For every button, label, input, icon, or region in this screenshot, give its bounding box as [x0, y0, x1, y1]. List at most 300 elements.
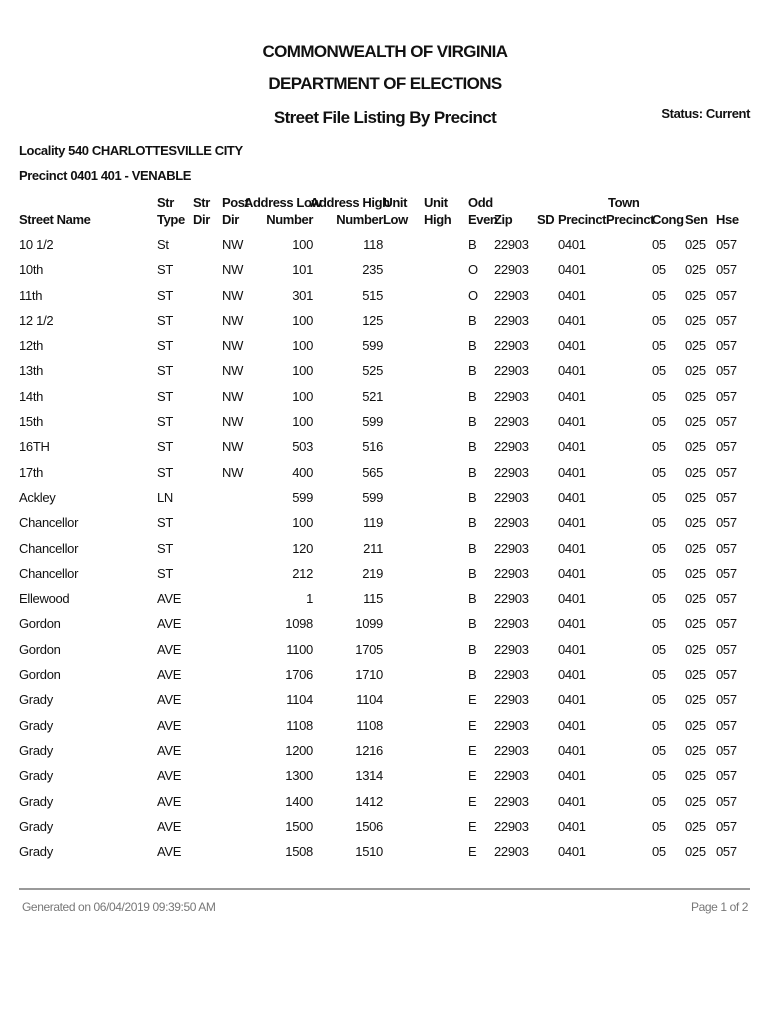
cell-street-name: 17th [19, 464, 44, 480]
cell-str-type: AVE [157, 742, 182, 758]
table-row [0, 359, 770, 384]
cell-hse: 057 [716, 540, 737, 556]
cell-address-high: 1108 [356, 717, 383, 733]
cell-str-type: AVE [157, 692, 182, 708]
cell-street-name: 10 1/2 [19, 237, 54, 252]
cell-street-name: Chancellor [19, 565, 79, 581]
cell-address-high: 1104 [356, 692, 383, 708]
cell-zip: 22903 [494, 363, 529, 379]
cell-cong: 05 [652, 489, 666, 505]
cell-cong: 05 [652, 540, 666, 556]
generated-timestamp: Generated on 06/04/2019 09:39:50 AM [22, 900, 216, 914]
cell-odd-even: B [468, 591, 477, 607]
header-str-dir-line1: Str [193, 195, 210, 210]
cell-odd-even: B [468, 540, 477, 556]
cell-hse: 057 [716, 742, 737, 758]
cell-street-name: Grady [19, 717, 53, 733]
header-address-low-line2: Number [266, 212, 313, 227]
cell-street-name: 12 1/2 [19, 312, 54, 328]
cell-zip: 22903 [494, 489, 529, 505]
cell-street-name: Ackley [19, 489, 56, 505]
cell-str-type: AVE [157, 667, 182, 683]
cell-hse: 057 [716, 768, 737, 784]
cell-address-low: 1500 [285, 818, 313, 834]
cell-odd-even: O [468, 262, 478, 278]
cell-odd-even: B [468, 338, 477, 354]
cell-precinct: 0401 [558, 338, 586, 354]
cell-zip: 22903 [494, 818, 529, 834]
cell-address-high: 235 [362, 262, 383, 278]
cell-sen: 025 [685, 818, 706, 834]
cell-street-name: 13th [19, 363, 44, 379]
cell-hse: 057 [716, 388, 737, 404]
cell-street-name: Chancellor [19, 515, 79, 531]
cell-precinct: 0401 [558, 388, 586, 404]
cell-street-name: Gordon [19, 616, 61, 632]
header-post-dir-line2: Dir [222, 212, 239, 227]
cell-address-high: 599 [362, 489, 383, 505]
cell-odd-even: B [468, 464, 477, 480]
header-str-dir-line2: Dir [193, 212, 210, 227]
cell-post-dir: NW [222, 312, 244, 328]
cell-address-high: 118 [363, 237, 383, 252]
header-unit-low-line1: Unit [383, 195, 407, 210]
cell-odd-even: E [468, 768, 477, 784]
locality-label: Locality 540 CHARLOTTESVILLE CITY [19, 143, 243, 158]
cell-address-low: 1 [306, 591, 313, 607]
cell-address-low: 100 [292, 515, 313, 531]
cell-address-low: 100 [292, 237, 313, 252]
cell-odd-even: B [468, 312, 477, 328]
cell-address-high: 1099 [355, 616, 383, 632]
cell-address-low: 503 [292, 439, 313, 455]
cell-hse: 057 [716, 591, 737, 607]
cell-precinct: 0401 [558, 616, 586, 632]
cell-cong: 05 [652, 515, 666, 531]
cell-address-high: 211 [363, 540, 383, 556]
table-row [0, 840, 770, 865]
cell-post-dir: NW [222, 287, 244, 303]
cell-odd-even: B [468, 237, 477, 252]
cell-odd-even: E [468, 793, 477, 809]
cell-odd-even: B [468, 616, 477, 632]
cell-sen: 025 [685, 692, 706, 708]
cell-hse: 057 [716, 844, 737, 860]
cell-str-type: ST [157, 363, 174, 379]
cell-street-name: 16TH [19, 439, 50, 455]
cell-str-type: ST [157, 464, 174, 480]
header-odd-even-line2: Even [468, 212, 498, 227]
cell-hse: 057 [716, 312, 737, 328]
footer-divider [19, 888, 750, 890]
cell-zip: 22903 [494, 692, 529, 708]
header-str-type-line2: Type [157, 212, 185, 227]
cell-address-low: 100 [292, 388, 313, 404]
cell-address-high: 125 [362, 312, 383, 328]
cell-address-high: 1510 [355, 844, 383, 860]
cell-odd-even: E [468, 742, 477, 758]
cell-sen: 025 [685, 616, 706, 632]
cell-address-high: 115 [363, 591, 383, 607]
cell-sen: 025 [685, 667, 706, 683]
header-precinct: Precinct [558, 212, 607, 227]
cell-address-low: 1108 [286, 717, 313, 733]
cell-hse: 057 [716, 667, 737, 683]
cell-cong: 05 [652, 616, 666, 632]
header-hse: Hse [716, 212, 739, 227]
cell-zip: 22903 [494, 641, 529, 657]
cell-hse: 057 [716, 363, 737, 379]
cell-precinct: 0401 [558, 515, 586, 531]
header-str-dir [193, 194, 210, 228]
header-street-name: Street Name [19, 212, 91, 227]
cell-zip: 22903 [494, 262, 529, 278]
table-row [0, 790, 770, 815]
cell-sen: 025 [685, 414, 706, 430]
header-address-high [310, 194, 390, 228]
cell-address-low: 100 [292, 414, 313, 430]
table-row [0, 537, 770, 562]
cell-odd-even: B [468, 565, 477, 581]
cell-odd-even: B [468, 489, 477, 505]
cell-odd-even: B [468, 515, 477, 531]
cell-precinct: 0401 [558, 414, 586, 430]
cell-address-high: 525 [362, 363, 383, 379]
cell-str-type: ST [157, 262, 174, 278]
cell-address-low: 301 [292, 287, 313, 303]
cell-odd-even: E [468, 844, 477, 860]
cell-cong: 05 [652, 464, 666, 480]
table-row [0, 461, 770, 486]
cell-precinct: 0401 [558, 540, 586, 556]
header-unit-high-line2: High [424, 212, 452, 227]
cell-street-name: Grady [19, 793, 53, 809]
cell-address-high: 1705 [355, 641, 383, 657]
header-town-precinct-line1: Town [608, 195, 640, 210]
cell-odd-even: B [468, 388, 477, 404]
cell-hse: 057 [716, 641, 737, 657]
cell-sen: 025 [685, 464, 706, 480]
cell-address-low: 1706 [285, 667, 313, 683]
header-address-low-line1: Address Low [244, 195, 322, 210]
cell-zip: 22903 [494, 717, 529, 733]
cell-address-low: 1400 [285, 793, 313, 809]
cell-str-type: LN [157, 489, 174, 505]
cell-zip: 22903 [494, 540, 529, 556]
report-title-line-2: DEPARTMENT OF ELECTIONS [268, 74, 502, 93]
header-address-low [244, 194, 322, 228]
cell-zip: 22903 [494, 742, 529, 758]
cell-odd-even: E [468, 692, 477, 708]
cell-address-low: 100 [292, 338, 313, 354]
header-str-type-line1: Str [157, 195, 174, 210]
table-row [0, 739, 770, 764]
cell-address-low: 212 [292, 565, 313, 581]
cell-street-name: Ellewood [19, 591, 70, 607]
cell-street-name: Grady [19, 742, 53, 758]
header-address-high-line2: Number [336, 212, 383, 227]
cell-str-type: AVE [157, 616, 182, 632]
table-row [0, 385, 770, 410]
cell-hse: 057 [716, 692, 737, 708]
cell-address-low: 101 [292, 262, 313, 278]
header-odd-even-line1: Odd [468, 195, 493, 210]
cell-precinct: 0401 [558, 565, 586, 581]
cell-odd-even: B [468, 439, 477, 455]
cell-address-high: 599 [362, 338, 383, 354]
cell-zip: 22903 [494, 312, 529, 328]
cell-sen: 025 [685, 489, 706, 505]
cell-zip: 22903 [494, 667, 529, 683]
cell-zip: 22903 [494, 287, 529, 303]
cell-sen: 025 [685, 262, 706, 278]
cell-precinct: 0401 [558, 489, 586, 505]
cell-address-low: 400 [292, 464, 313, 480]
cell-sen: 025 [685, 717, 706, 733]
cell-hse: 057 [716, 464, 737, 480]
cell-address-low: 120 [292, 540, 313, 556]
table-row [0, 714, 770, 739]
header-sen: Sen [685, 212, 708, 227]
cell-sen: 025 [685, 768, 706, 784]
cell-address-high: 1216 [355, 742, 383, 758]
header-unit-low [383, 194, 407, 228]
cell-hse: 057 [716, 262, 737, 278]
cell-precinct: 0401 [558, 312, 586, 328]
cell-cong: 05 [652, 667, 666, 683]
cell-precinct: 0401 [558, 287, 586, 303]
cell-sen: 025 [685, 844, 706, 860]
cell-street-name: Grady [19, 692, 53, 708]
cell-odd-even: O [468, 287, 478, 303]
cell-cong: 05 [652, 565, 666, 581]
cell-sen: 025 [685, 312, 706, 328]
table-row [0, 562, 770, 587]
cell-precinct: 0401 [558, 667, 586, 683]
cell-precinct: 0401 [558, 844, 586, 860]
report-title-line-3: Street File Listing By Precinct [273, 108, 497, 127]
cell-address-low: 1100 [286, 641, 313, 657]
cell-cong: 05 [652, 768, 666, 784]
cell-precinct: 0401 [558, 363, 586, 379]
cell-hse: 057 [716, 515, 737, 531]
cell-str-type: AVE [157, 591, 182, 607]
cell-precinct: 0401 [558, 641, 586, 657]
cell-street-name: Grady [19, 768, 53, 784]
cell-cong: 05 [652, 818, 666, 834]
cell-precinct: 0401 [558, 591, 586, 607]
cell-post-dir: NW [222, 338, 244, 354]
table-row [0, 309, 770, 334]
cell-odd-even: B [468, 414, 477, 430]
cell-str-type: AVE [157, 641, 182, 657]
cell-hse: 057 [716, 489, 737, 505]
cell-address-low: 1200 [285, 742, 313, 758]
cell-precinct: 0401 [558, 262, 586, 278]
cell-address-high: 1506 [355, 818, 383, 834]
cell-street-name: 11th [19, 287, 43, 303]
cell-hse: 057 [716, 616, 737, 632]
cell-sen: 025 [685, 540, 706, 556]
cell-str-type: ST [157, 439, 174, 455]
cell-cong: 05 [652, 641, 666, 657]
header-town-precinct-line2: Precinct [606, 212, 655, 227]
cell-post-dir: NW [222, 439, 244, 455]
cell-str-type: ST [157, 540, 174, 556]
cell-cong: 05 [652, 692, 666, 708]
cell-str-type: ST [157, 414, 174, 430]
cell-address-high: 1314 [355, 768, 383, 784]
cell-str-type: AVE [157, 717, 182, 733]
cell-zip: 22903 [494, 414, 529, 430]
cell-cong: 05 [652, 793, 666, 809]
cell-str-type: AVE [157, 818, 182, 834]
cell-address-high: 515 [362, 287, 383, 303]
cell-post-dir: NW [222, 363, 244, 379]
cell-street-name: Gordon [19, 667, 61, 683]
cell-sen: 025 [685, 641, 706, 657]
cell-hse: 057 [716, 793, 737, 809]
cell-sen: 025 [685, 439, 706, 455]
cell-post-dir: NW [222, 464, 244, 480]
cell-str-type: AVE [157, 844, 182, 860]
table-row [0, 233, 770, 258]
cell-zip: 22903 [494, 464, 529, 480]
cell-str-type: ST [157, 565, 174, 581]
table-row [0, 815, 770, 840]
cell-address-high: 516 [362, 439, 383, 455]
cell-address-low: 1300 [285, 768, 313, 784]
table-row [0, 663, 770, 688]
table-row [0, 612, 770, 637]
cell-cong: 05 [652, 237, 666, 252]
cell-address-low: 100 [292, 312, 313, 328]
cell-sen: 025 [685, 793, 706, 809]
header-unit-low-line2: Low [383, 212, 408, 227]
cell-zip: 22903 [494, 768, 529, 784]
cell-precinct: 0401 [558, 464, 586, 480]
cell-cong: 05 [652, 439, 666, 455]
cell-str-type: AVE [157, 793, 182, 809]
cell-zip: 22903 [494, 237, 529, 252]
cell-hse: 057 [716, 717, 737, 733]
cell-odd-even: E [468, 717, 477, 733]
cell-hse: 057 [716, 287, 737, 303]
header-post-dir-line1: Post [222, 195, 249, 210]
cell-post-dir: NW [222, 414, 244, 430]
cell-cong: 05 [652, 312, 666, 328]
cell-str-type: ST [157, 515, 174, 531]
cell-address-low: 599 [292, 489, 313, 505]
cell-address-high: 219 [362, 565, 383, 581]
cell-street-name: Chancellor [19, 540, 79, 556]
precinct-label: Precinct 0401 401 - VENABLE [19, 168, 192, 183]
cell-zip: 22903 [494, 439, 529, 455]
cell-address-high: 599 [362, 414, 383, 430]
cell-zip: 22903 [494, 844, 529, 860]
cell-sen: 025 [685, 338, 706, 354]
cell-cong: 05 [652, 363, 666, 379]
table-row [0, 410, 770, 435]
cell-zip: 22903 [494, 515, 529, 531]
cell-sen: 025 [685, 515, 706, 531]
cell-precinct: 0401 [558, 818, 586, 834]
cell-sen: 025 [685, 363, 706, 379]
cell-sen: 025 [685, 237, 706, 252]
cell-str-type: St [157, 237, 169, 252]
cell-cong: 05 [652, 591, 666, 607]
cell-odd-even: B [468, 641, 477, 657]
street-table [0, 233, 770, 865]
cell-address-high: 565 [362, 464, 383, 480]
cell-cong: 05 [652, 287, 666, 303]
table-row [0, 638, 770, 663]
report-title-line-1: COMMONWEALTH OF VIRGINIA [262, 42, 508, 61]
page-number: Page 1 of 2 [691, 900, 748, 914]
cell-post-dir: NW [222, 388, 244, 404]
cell-precinct: 0401 [558, 237, 586, 252]
cell-odd-even: B [468, 363, 477, 379]
cell-zip: 22903 [494, 591, 529, 607]
cell-hse: 057 [716, 338, 737, 354]
cell-hse: 057 [716, 565, 737, 581]
table-row [0, 587, 770, 612]
cell-str-type: ST [157, 388, 174, 404]
cell-hse: 057 [716, 237, 737, 252]
header-town-precinct [606, 194, 654, 228]
cell-street-name: 14th [19, 388, 44, 404]
cell-sen: 025 [685, 742, 706, 758]
cell-odd-even: B [468, 667, 477, 683]
cell-address-low: 1098 [285, 616, 313, 632]
cell-cong: 05 [652, 717, 666, 733]
cell-street-name: Gordon [19, 641, 61, 657]
table-row [0, 688, 770, 713]
cell-str-type: ST [157, 338, 174, 354]
cell-post-dir: NW [222, 237, 244, 252]
cell-street-name: Grady [19, 818, 53, 834]
table-row [0, 284, 770, 309]
cell-address-high: 521 [362, 388, 383, 404]
cell-sen: 025 [685, 287, 706, 303]
cell-address-high: 1710 [355, 667, 383, 683]
cell-precinct: 0401 [558, 793, 586, 809]
cell-precinct: 0401 [558, 717, 586, 733]
cell-street-name: 15th [19, 414, 44, 430]
cell-address-high: 1412 [355, 793, 383, 809]
cell-precinct: 0401 [558, 742, 586, 758]
header-sd: SD [537, 212, 555, 227]
table-row [0, 435, 770, 460]
table-row [0, 511, 770, 536]
cell-address-low: 1508 [285, 844, 313, 860]
status-label: Status: Current [661, 106, 750, 121]
cell-zip: 22903 [494, 338, 529, 354]
cell-address-high: 119 [363, 515, 383, 531]
cell-hse: 057 [716, 818, 737, 834]
table-row [0, 486, 770, 511]
cell-zip: 22903 [494, 793, 529, 809]
cell-street-name: Grady [19, 844, 53, 860]
cell-cong: 05 [652, 262, 666, 278]
cell-zip: 22903 [494, 388, 529, 404]
cell-address-low: 1104 [286, 692, 313, 708]
cell-cong: 05 [652, 844, 666, 860]
cell-zip: 22903 [494, 616, 529, 632]
cell-precinct: 0401 [558, 692, 586, 708]
cell-str-type: ST [157, 287, 174, 303]
cell-cong: 05 [652, 338, 666, 354]
